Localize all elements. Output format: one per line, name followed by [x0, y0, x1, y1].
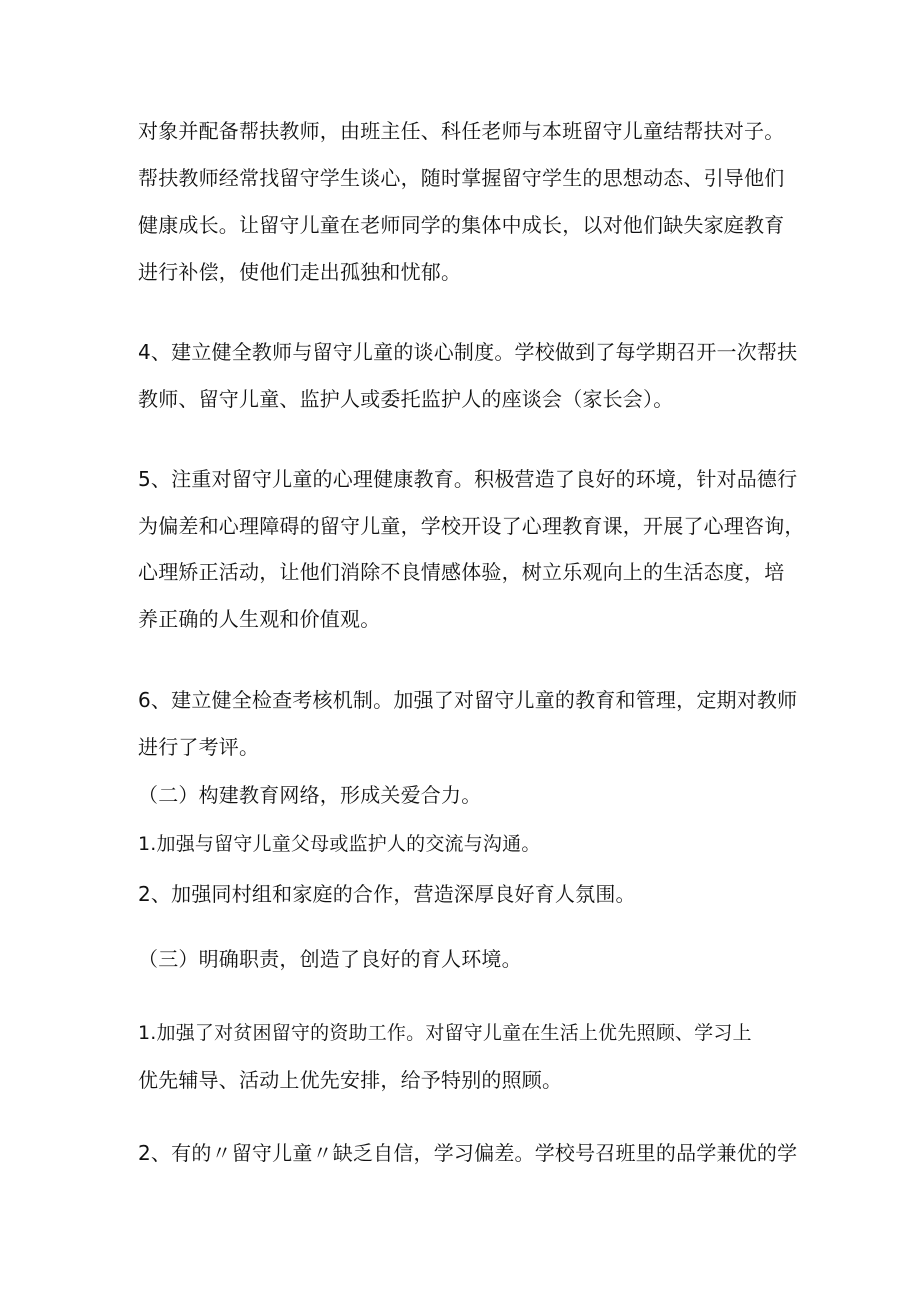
paragraph-3-line-3: 心理矫正活动，让他们消除不良情感体验，树立乐观向上的生活态度，培	[138, 560, 785, 584]
paragraph-3-line-2: 为偏差和心理障碍的留守儿童，学校开设了心理教育课，开展了心理咨询，	[138, 514, 805, 538]
section-3-item-1-line-2: 优先辅导、活动上优先安排，给予特别的照顾。	[138, 1068, 563, 1092]
paragraph-2-line-1: 4、建立健全教师与留守儿童的谈心制度。学校做到了每学期召开一次帮扶	[138, 340, 798, 364]
paragraph-4-line-2: 进行了考评。	[138, 735, 260, 759]
paragraph-4-line-1: 6、建立健全检查考核机制。加强了对留守儿童的教育和管理，定期对教师	[138, 688, 798, 712]
section-3-item-2-line-1: 2、有的〃留守儿童〃缺乏自信，学习偏差。学校号召班里的品学兼优的学	[138, 1141, 798, 1165]
paragraph-3-line-1: 5、注重对留守儿童的心理健康教育。积极营造了良好的环境，针对品德行	[138, 467, 798, 491]
paragraph-1-line-1: 对象并配备帮扶教师，由班主任、科任老师与本班留守儿童结帮扶对子。	[138, 119, 785, 143]
section-2-item-1: 1.加强与留守儿童父母或监护人的交流与沟通。	[138, 833, 541, 855]
paragraph-2-line-2: 教师、留守儿童、监护人或委托监护人的座谈会（家长会）。	[138, 387, 674, 411]
paragraph-3-line-4: 养正确的人生观和价值观。	[138, 607, 381, 631]
section-3-heading: （三）明确职责，创造了良好的育人环境。	[138, 947, 522, 971]
section-2-item-2: 2、加强同村组和家庭的合作，营造深厚良好育人氛围。	[138, 882, 636, 906]
section-2-heading: （二）构建教育网络，形成关爱合力。	[138, 783, 482, 807]
paragraph-1-line-4: 进行补偿，使他们走出孤独和忧郁。	[138, 260, 462, 284]
section-3-item-1-line-1: 1.加强了对贫困留守的资助工作。对留守儿童在生活上优先照顾、学习上	[138, 1022, 752, 1044]
paragraph-1-line-2: 帮扶教师经常找留守学生谈心，随时掌握留守学生的思想动态、引导他们	[138, 166, 785, 190]
paragraph-1-line-3: 健康成长。让留守儿童在老师同学的集体中成长，以对他们缺失家庭教育	[138, 213, 785, 237]
